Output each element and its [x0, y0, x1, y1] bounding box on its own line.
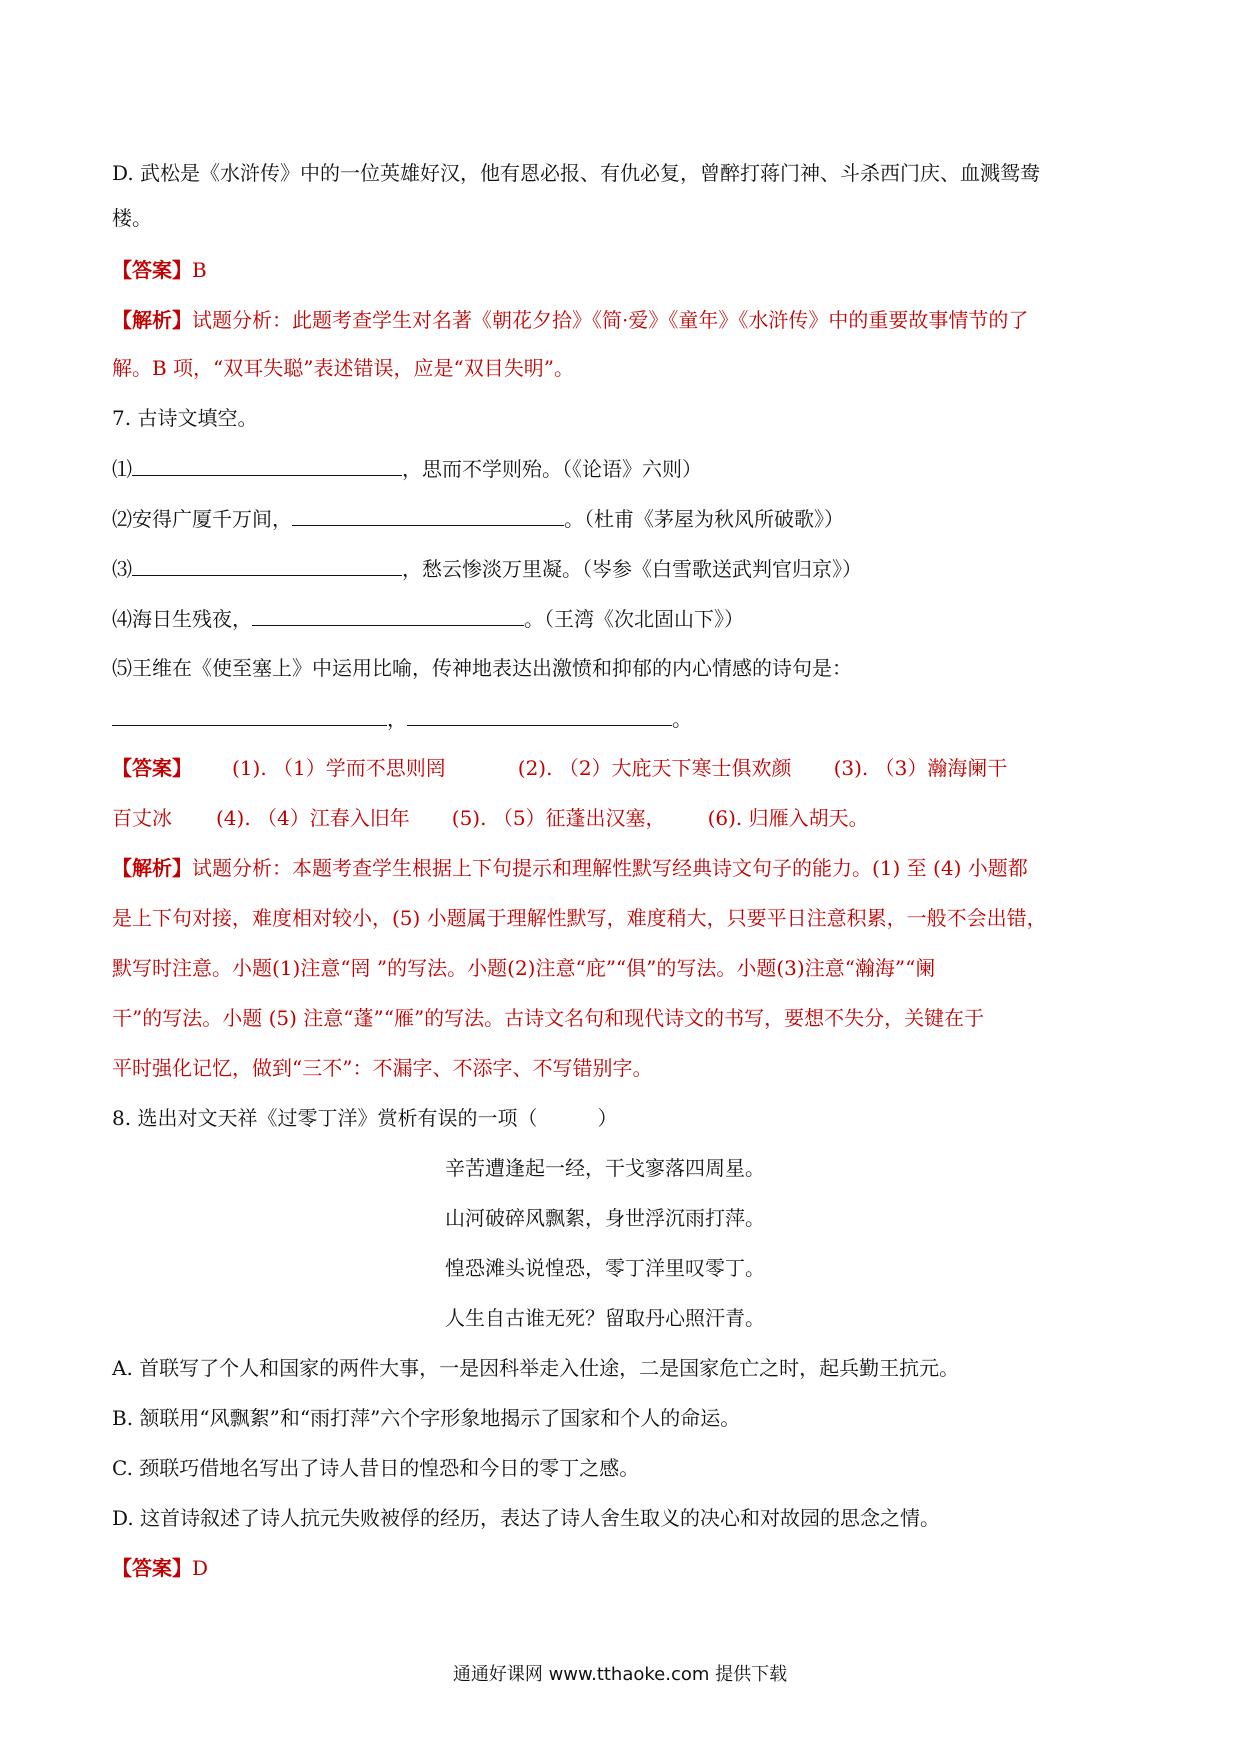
answer-value: D — [192, 1556, 209, 1580]
item-number: ⑶ — [112, 557, 132, 581]
page-footer: 通通好课网 www.tthaoke.com 提供下载 — [452, 1664, 788, 1685]
q7-analysis-line4: 干”的写法。小题 (5) 注意“蓬”“雁”的写法。古诗文名句和现代诗文的书写，要想不失分，关键在于 — [112, 1006, 985, 1030]
answer-item: (1). （1）学而不思则罔 — [232, 756, 446, 780]
answer-item: (4). （4）江春入旧年 — [216, 806, 410, 830]
answer-blank — [252, 603, 524, 626]
answer-item: 百丈冰 — [112, 806, 172, 830]
q8-option-d: D. 这首诗叙述了诗人抗元失败被俘的经历，表达了诗人舍生取义的决心和对故园的思念之情。 — [112, 1506, 941, 1530]
analysis-tag: 【解析】 — [112, 308, 192, 332]
poem-line: 山河破碎风飘絮，身世浮沉雨打萍。 — [445, 1206, 765, 1230]
answer-blank — [292, 503, 564, 526]
answer-item: (6). 归雁入胡天。 — [707, 806, 869, 830]
poem-line: 惶恐滩头说惶恐，零丁洋里叹零丁。 — [445, 1256, 765, 1280]
answer-tag: 【答案】 — [112, 258, 192, 282]
q7-title: 7. 古诗文填空。 — [112, 406, 258, 430]
answer-blank — [132, 453, 402, 476]
item-number: ⑴ — [112, 457, 132, 481]
q6-analysis-line2: 解。B 项，“双耳失聪”表述错误，应是“双目失明”。 — [112, 356, 574, 380]
q8-option-a: A. 首联写了个人和国家的两件大事，一是因科举走入仕途，二是国家危亡之时，起兵勤王抗元。 — [112, 1356, 960, 1380]
q6-analysis-line1 — [112, 305, 1028, 335]
q7-answer-line1 — [112, 753, 1007, 783]
q8-title: 8. 选出对文天祥《过零丁洋》赏析有误的一项（ ） — [112, 1106, 618, 1130]
punctuation: 。 — [672, 707, 692, 731]
analysis-text: 试题分析：本题考查学生根据上下句提示和理解性默写经典诗文句子的能力。(1) 至 (4) 小题都 — [192, 856, 1028, 880]
item-text: ，愁云惨淡万里凝。（岑参《白雪歌送武判官归京》） — [402, 557, 862, 581]
item-text: ⑵安得广厦千万间， — [112, 507, 292, 531]
q7-item5-blanks — [112, 703, 692, 734]
q6-answer — [112, 255, 207, 285]
q7-item1 — [112, 453, 702, 484]
punctuation: ， — [387, 707, 407, 731]
q8-option-c: C. 颈联巧借地名写出了诗人昔日的惶恐和今日的零丁之感。 — [112, 1456, 640, 1480]
q8-option-b: B. 颔联用“风飘絮”和“雨打萍”六个字形象地揭示了国家和个人的命运。 — [112, 1406, 741, 1430]
answer-blank — [407, 703, 672, 726]
answer-blank — [132, 553, 402, 576]
item-text: ⑷海日生残夜， — [112, 607, 252, 631]
answer-item: (2). （2）大庇天下寒士俱欢颜 — [517, 756, 792, 780]
q7-answer-line2 — [112, 803, 869, 833]
answer-blank — [112, 703, 387, 726]
item-text: 。（杜甫《茅屋为秋风所破歌》） — [564, 507, 844, 531]
poem-line: 辛苦遭逢起一经，干戈寥落四周星。 — [445, 1156, 765, 1180]
q7-analysis-line5: 平时强化记忆，做到“三不”：不漏字、不添字、不写错别字。 — [112, 1056, 653, 1080]
answer-item: (5). （5）征蓬出汉塞， — [451, 806, 666, 830]
item-text: ，思而不学则殆。（《论语》六则） — [402, 457, 702, 481]
q7-analysis-line1 — [112, 853, 1028, 883]
q6-option-d-line2: 楼。 — [112, 206, 152, 230]
answer-value: B — [192, 258, 207, 282]
q6-option-d-line1: D. 武松是《水浒传》中的一位英雄好汉，他有恩必报、有仇必复，曾醉打蒋门神、斗杀西门庆、血溅鸳鸯 — [112, 161, 1041, 185]
analysis-tag: 【解析】 — [112, 856, 192, 880]
q7-item2 — [112, 503, 844, 534]
answer-tag: 【答案】 — [112, 1556, 192, 1580]
analysis-text: 试题分析：此题考查学生对名著《朝花夕拾》《简·爱》《童年》《水浒传》中的重要故事情节的了 — [192, 308, 1029, 332]
item-text: 。（王湾《次北固山下》） — [524, 607, 744, 631]
q7-item3 — [112, 553, 862, 584]
q7-analysis-line3: 默写时注意。小题(1)注意“罔 ”的写法。小题(2)注意“庇”“俱”的写法。小题(3)注意“瀚海”“阑 — [112, 956, 936, 980]
q8-answer — [112, 1553, 208, 1583]
answer-item: (3). （3）瀚海阑干 — [833, 756, 1008, 780]
poem-line: 人生自古谁无死？留取丹心照汗青。 — [445, 1306, 765, 1330]
q7-analysis-line2: 是上下句对接，难度相对较小，(5) 小题属于理解性默写，难度稍大，只要平日注意积累，一般不会出错， — [112, 906, 1047, 930]
q7-item4 — [112, 603, 744, 634]
answer-tag: 【答案】 — [112, 756, 192, 780]
q7-item5: ⑸王维在《使至塞上》中运用比喻，传神地表达出激愤和抑郁的内心情感的诗句是： — [112, 656, 852, 680]
